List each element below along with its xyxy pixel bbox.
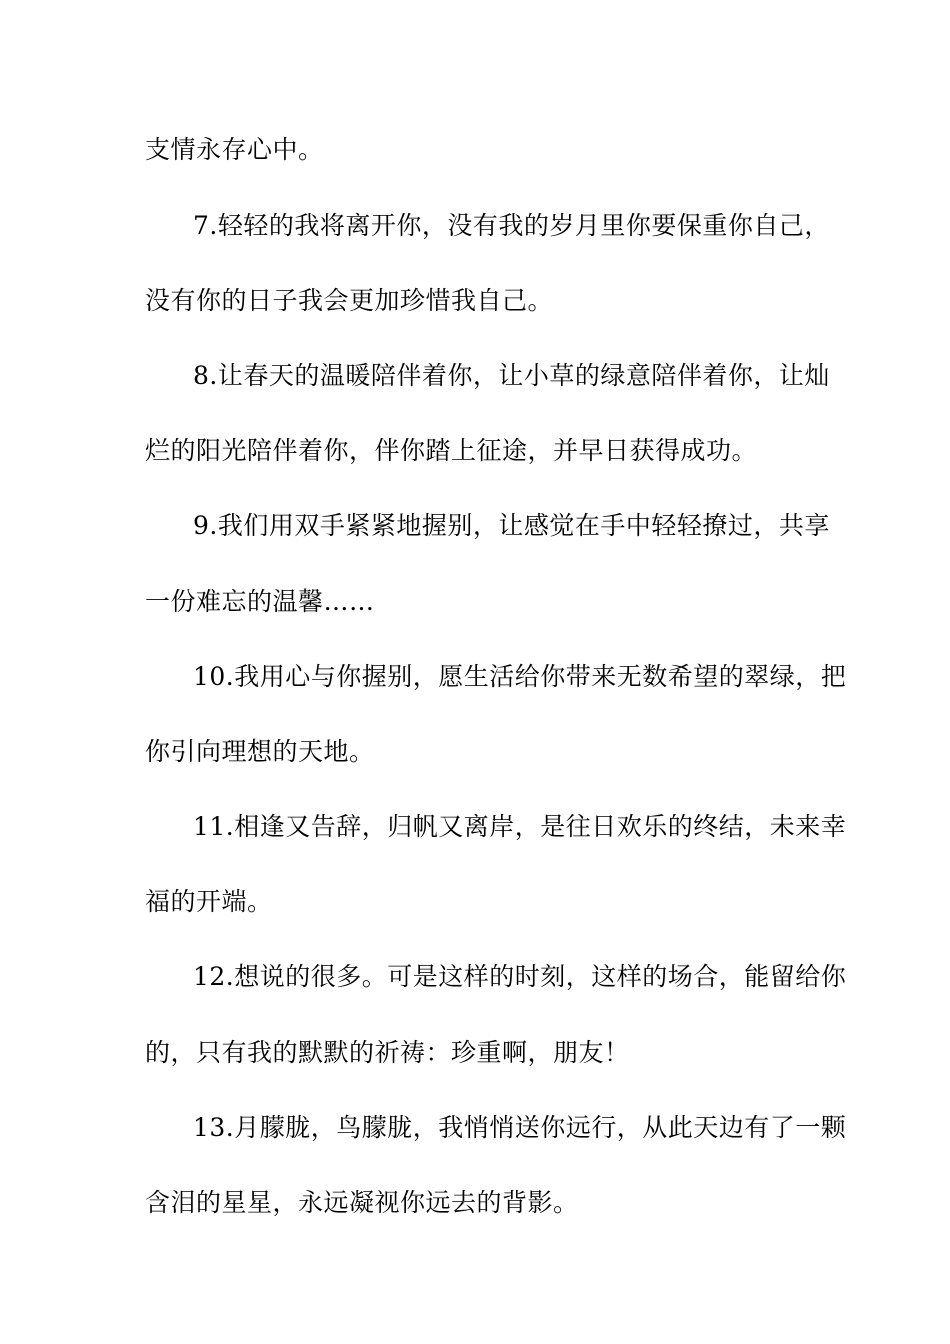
paragraph-line: 支情永存心中。: [145, 135, 324, 164]
paragraph-10-line-1: 10.我用心与你握别，愿生活给你带来无数希望的翠绿，把: [193, 662, 847, 691]
paragraph-13-line-1: 13.月朦胧，鸟朦胧，我悄悄送你远行，从此天边有了一颗: [193, 1113, 847, 1142]
paragraph-8-line-2: 烂的阳光陪伴着你，伴你踏上征途，并早日获得成功。: [145, 436, 758, 465]
paragraph-12-line-2: 的，只有我的默默的祈祷：珍重啊，朋友！: [145, 1038, 630, 1067]
paragraph-11-line-2: 福的开端。: [145, 887, 273, 916]
paragraph-11-line-1: 11.相逢又告辞，归帆又离岸，是往日欢乐的终结，未来幸: [193, 812, 847, 841]
paragraph-8-line-1: 8.让春天的温暖陪伴着你，让小草的绿意陪伴着你，让灿: [193, 361, 830, 390]
paragraph-10-line-2: 你引向理想的天地。: [145, 737, 375, 766]
paragraph-7-line-2: 没有你的日子我会更加珍惜我自己。: [145, 286, 554, 315]
paragraph-13-line-2: 含泪的星星，永远凝视你远去的背影。: [145, 1188, 579, 1217]
paragraph-7-line-1: 7.轻轻的我将离开你，没有我的岁月里你要保重你自己，: [193, 211, 830, 240]
paragraph-9-line-2: 一份难忘的温馨……: [145, 587, 375, 616]
paragraph-9-line-1: 9.我们用双手紧紧地握别，让感觉在手中轻轻撩过，共享: [193, 511, 830, 540]
paragraph-12-line-1: 12.想说的很多。可是这样的时刻，这样的场合，能留给你: [193, 962, 847, 991]
